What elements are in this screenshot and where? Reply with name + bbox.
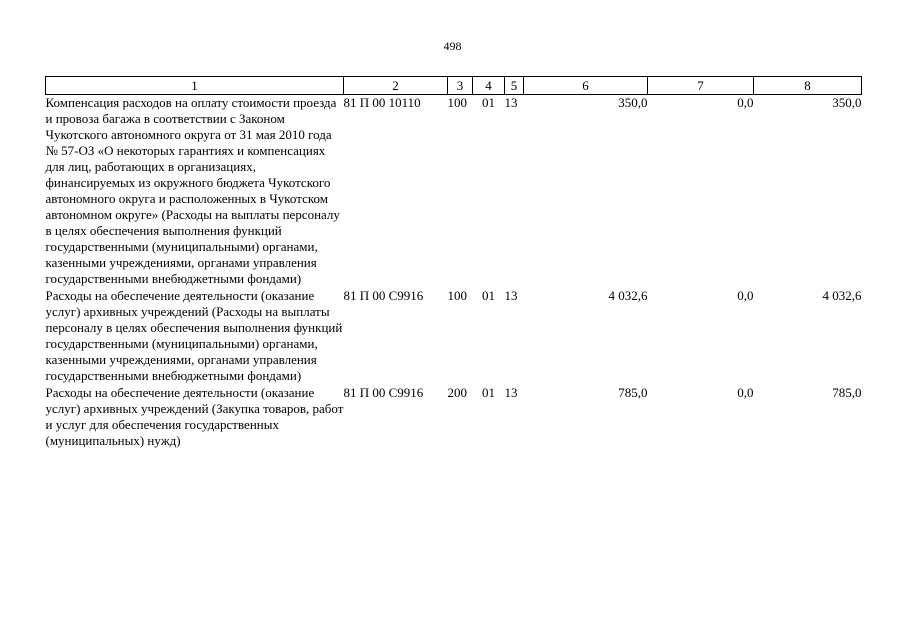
- row-subsection: 13: [504, 95, 518, 110]
- row-name: Расходы на обеспечение деятельности (оказание услуг) архивных учреждений (Закупка товаров, работ и услуг для обеспечения государственных (муниципальных) нужд): [45, 385, 344, 448]
- row-amount-col6: 785,0: [618, 385, 648, 400]
- row-amount-col7: 0,0: [737, 288, 754, 303]
- row-expense-type: 100: [447, 288, 467, 303]
- row-expense-type: 100: [447, 95, 467, 110]
- header-col-5: 5: [505, 77, 524, 95]
- row-code: 81 П 00 С9916: [343, 288, 424, 303]
- table-body: [46, 95, 862, 451]
- row-expense-type: 200: [447, 385, 467, 400]
- row-amount-col6: 4 032,6: [608, 288, 648, 303]
- page-number: 498: [443, 39, 462, 53]
- table-header: [46, 77, 862, 95]
- row-subsection: 13: [504, 288, 518, 303]
- row-amount-col8: 785,0: [832, 385, 862, 400]
- header-col-7: 7: [648, 77, 754, 95]
- row-code: 81 П 00 10110: [343, 95, 421, 110]
- row-amount-col7: 0,0: [737, 95, 754, 110]
- header-col-4: 4: [473, 77, 505, 95]
- row-amount-col8: 350,0: [832, 95, 862, 110]
- row-amount-col7: 0,0: [737, 385, 754, 400]
- row-amount-col6: 350,0: [618, 95, 648, 110]
- table-row: [46, 288, 862, 385]
- row-section: 01: [482, 288, 495, 303]
- header-col-2: 2: [344, 77, 448, 95]
- row-amount-col8: 4 032,6: [822, 288, 862, 303]
- header-col-1: 1: [46, 77, 344, 95]
- row-code: 81 П 00 С9916: [343, 385, 424, 400]
- table-row: [46, 95, 862, 289]
- row-subsection: 13: [504, 385, 518, 400]
- row-name: Расходы на обеспечение деятельности (оказание услуг) архивных учреждений (Расходы на выплаты персоналу в целях обеспечения выполнения функций государственными (муниципальными) органами, казенными учреждениями, органами управления государственными внебюджетными фондами): [45, 288, 343, 383]
- budget-table: [45, 76, 862, 450]
- header-col-6: 6: [524, 77, 648, 95]
- header-col-3: 3: [448, 77, 473, 95]
- row-name: Компенсация расходов на оплату стоимости проезда и провоза багажа в соответствии с Законом Чукотского автономного округа от 31 мая 2010 года № 57-ОЗ «О некоторых гарантиях и компенсациях для лиц, работающих в организациях, финансируемых из окружного бюджета Чукотского автономного округа и расположенных в Чукотском автономном округе» (Расходы на выплаты персоналу в целях обеспечения выполнения функций государственными (муниципальными) органами, казенными учреждениями, органами управления государственными внебюджетными фондами): [45, 95, 340, 286]
- row-section: 01: [482, 95, 495, 110]
- table-row: [46, 385, 862, 450]
- header-col-8: 8: [754, 77, 862, 95]
- header-row: [46, 77, 862, 95]
- row-section: 01: [482, 385, 495, 400]
